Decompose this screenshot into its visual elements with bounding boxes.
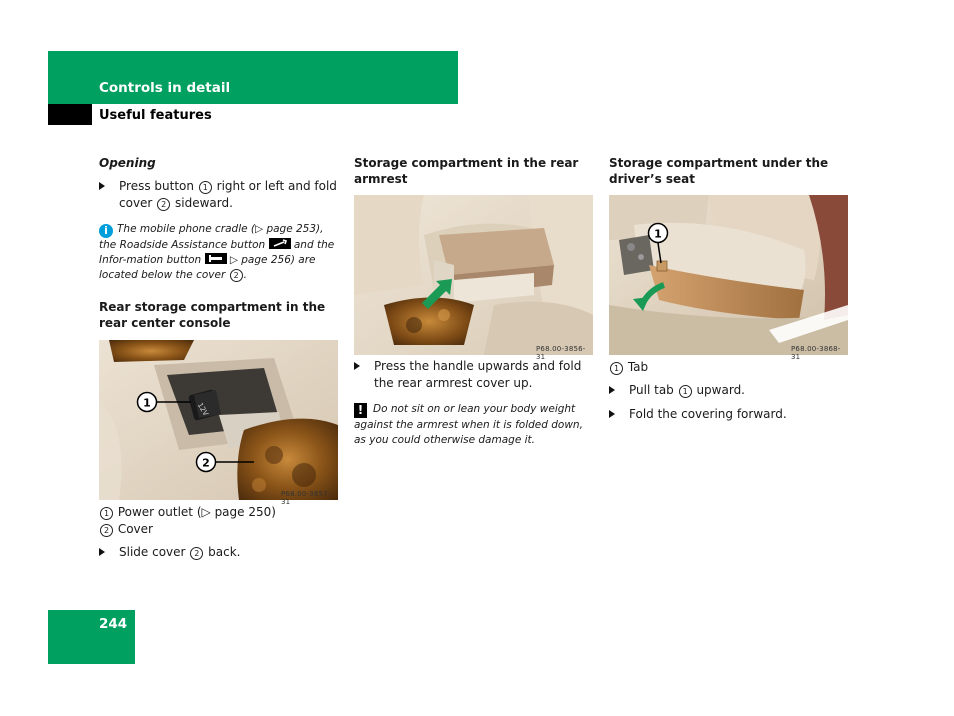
armrest-instructions xyxy=(354,358,594,448)
bullet-triangle-icon xyxy=(609,410,615,418)
legend-item: 1 Tab xyxy=(609,359,849,376)
legend-item: 2 Cover xyxy=(99,521,339,538)
column-3 xyxy=(609,155,849,187)
image-reference: P68.00-3868-31 xyxy=(791,345,841,361)
column-2 xyxy=(354,155,594,187)
header-band xyxy=(48,51,458,104)
subsection-title: Useful features xyxy=(99,108,212,123)
information-button-icon xyxy=(205,253,227,264)
warning-note: ! Do not sit on or lean your body weight against the armrest when it is folded down, as you could otherwise damage it. xyxy=(354,403,583,446)
section-title: Controls in detail xyxy=(99,80,231,96)
warning-icon: ! xyxy=(354,403,367,418)
info-note: i The mobile phone cradle (▷ page 253), the Roadside Assistance button and the Infor-mation button ▷ page 256) are located below the cover 2 . xyxy=(99,223,335,281)
column-1 xyxy=(99,155,339,331)
page-number: 244 xyxy=(99,616,128,632)
console-photo xyxy=(99,340,338,506)
callout-1: 1 xyxy=(143,396,151,410)
fold-covering-step: Fold the covering forward. xyxy=(609,406,849,423)
armrest-step: Press the handle upwards and fold the rear armrest cover up. xyxy=(354,358,594,392)
slide-cover-step: Slide cover 2 back. xyxy=(99,544,339,561)
callout-2: 2 xyxy=(202,456,210,470)
pull-tab-step: Pull tab 1 upward. xyxy=(609,382,849,399)
subsection-marker xyxy=(48,104,92,125)
info-icon: i xyxy=(99,224,113,238)
bullet-triangle-icon xyxy=(609,386,615,394)
callout-number: 1 xyxy=(199,181,212,194)
rear-console-heading: Rear storage compartment in the rear center console xyxy=(99,300,326,330)
bullet-triangle-icon xyxy=(99,548,105,556)
legend-item: 1 Power outlet (▷ page 250) xyxy=(99,504,339,521)
image-reference: P68.00-3856-31 xyxy=(536,345,586,361)
console-legend xyxy=(99,504,339,561)
bullet-triangle-icon xyxy=(354,362,360,370)
opening-step: Press button 1 right or left and fold cover 2 sideward. xyxy=(99,178,339,212)
callout-number: 2 xyxy=(230,269,243,282)
armrest-heading: Storage compartment in the rear armrest xyxy=(354,156,579,186)
armrest-photo xyxy=(354,195,593,361)
roadside-assistance-icon xyxy=(269,238,291,249)
image-reference: P68.00-3857-31 xyxy=(281,490,331,506)
under-seat-heading: Storage compartment under the driver’s seat xyxy=(609,156,829,186)
callout-number: 2 xyxy=(157,198,170,211)
callout-1: 1 xyxy=(654,227,662,241)
bullet-triangle-icon xyxy=(99,182,105,190)
under-seat-photo xyxy=(609,195,848,361)
opening-heading: Opening xyxy=(99,156,156,170)
outlet-12v-label: 12V xyxy=(195,401,210,418)
under-seat-instructions xyxy=(609,359,849,423)
